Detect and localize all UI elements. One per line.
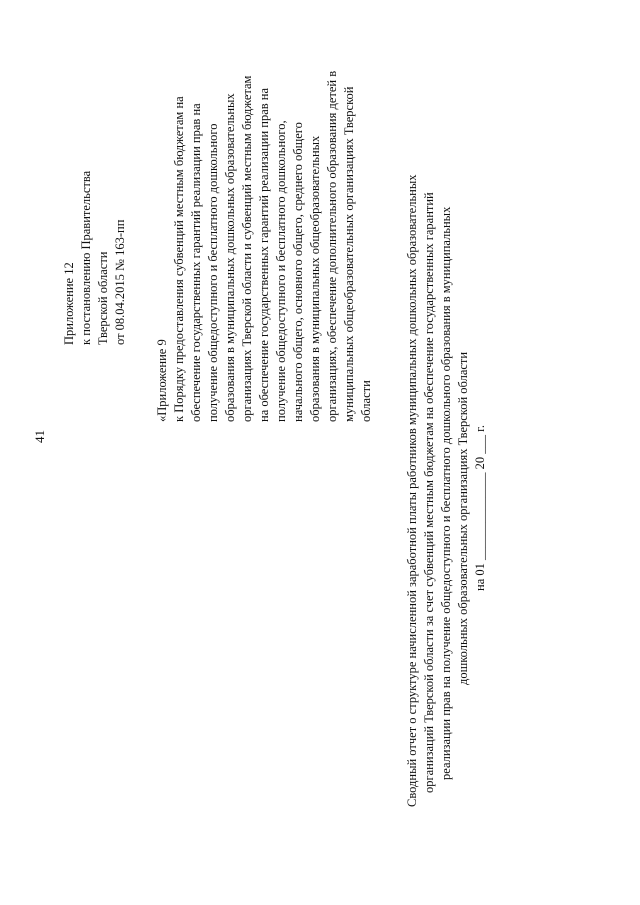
appendix-9-line: получение общедоступного и бесплатного дошкольного, [274, 120, 288, 422]
appendix-9-line: «Приложение 9 [155, 339, 169, 422]
appendix-9-line: получение общедоступного и бесплатного дошкольного [206, 123, 220, 422]
appendix-12-line: Тверской области [96, 251, 110, 345]
report-title-line: Сводный отчет о структуре начисленной заработной платы работников муниципальных дошкольных образовательных [405, 174, 419, 807]
appendix-12-line: Приложение 12 [62, 262, 76, 345]
appendix-9-line: организациях Тверской области и субвенций местным бюджетам [240, 75, 254, 422]
appendix-12-line: к постановлению Правительства [79, 170, 93, 345]
report-title-line: дошкольных образовательных организациях Тверской области [456, 351, 470, 685]
appendix-12-line: от 08.04.2015 № 163-пп [113, 219, 127, 345]
appendix-9-line: образования в муниципальных общеобразовательных [308, 135, 322, 422]
appendix-9-line: образования в муниципальных дошкольных образовательных [223, 93, 237, 422]
report-title-line: организаций Тверской области за счет субвенций местным бюджетам на обеспечение государственных гарантий [422, 192, 436, 793]
appendix-9-line: области [359, 380, 373, 422]
appendix-9-line: организациях, обеспечение дополнительного образования детей в [325, 70, 339, 422]
report-title-line: реализации прав на получение общедоступного и бесплатного дошкольного образования в муниципальных [439, 206, 453, 780]
appendix-9-line: муниципальных общеобразовательных организациях Тверской [342, 86, 356, 422]
appendix-9-line: обеспечение государственных гарантий реализации прав на [189, 103, 203, 422]
report-date-line: на 01 ______________ 20 ___ г. [473, 425, 487, 591]
appendix-9-line: к Порядку предоставления субвенций местным бюджетам на [172, 96, 186, 422]
page-number: 41 [32, 430, 47, 443]
appendix-9-line: на обеспечение государственных гарантий реализации прав на [257, 87, 271, 422]
appendix-9-line: начального общего, основного общего, среднего общего [291, 122, 305, 422]
